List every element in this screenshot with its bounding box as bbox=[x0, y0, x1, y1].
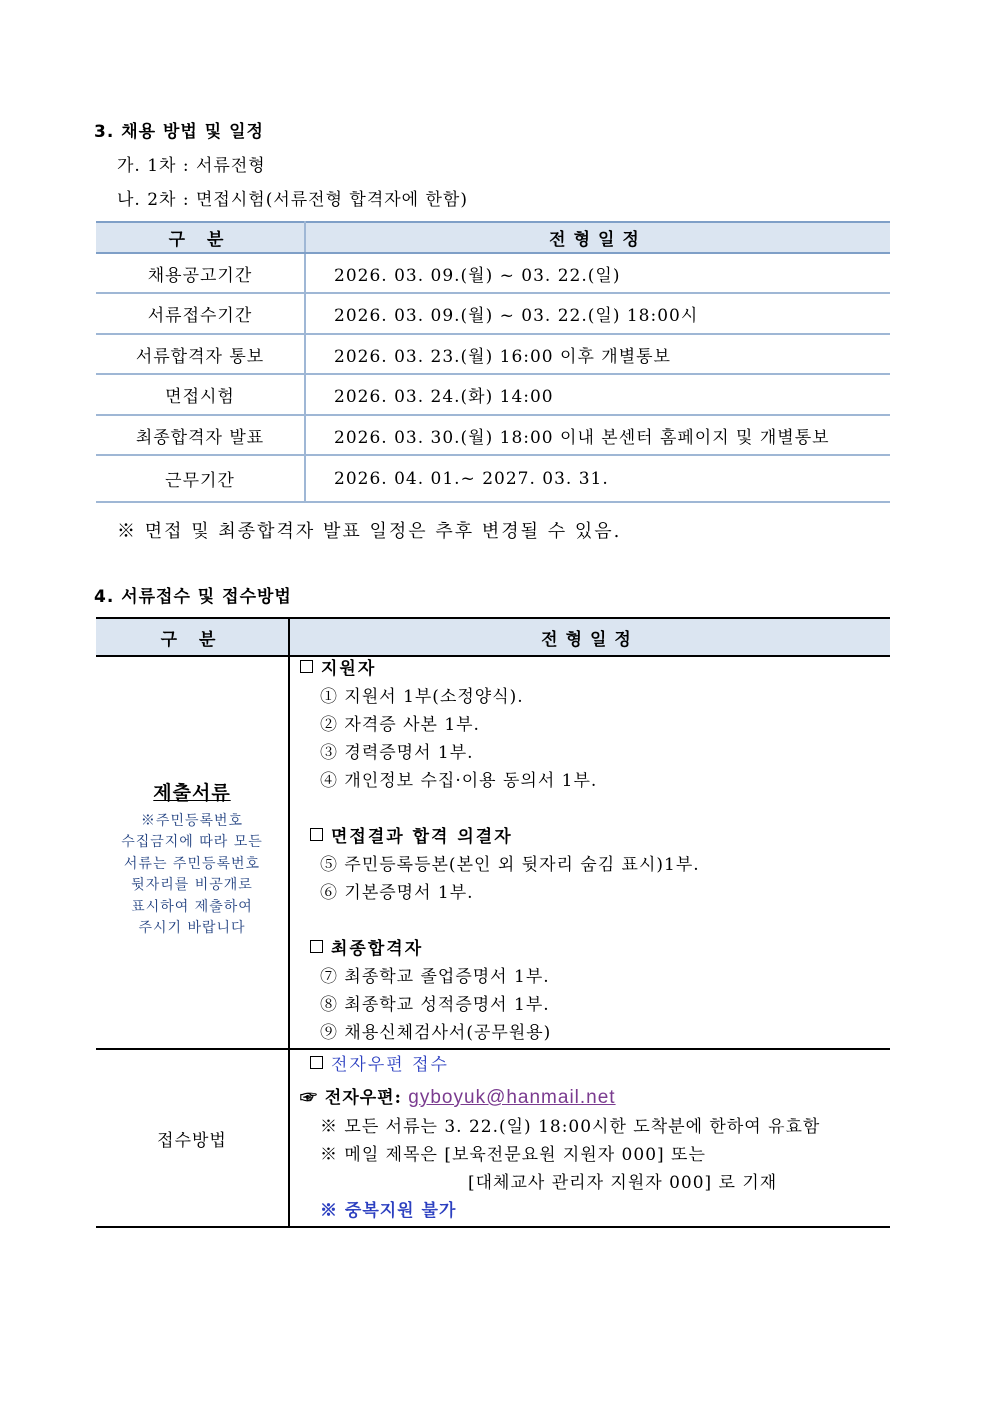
schedule-value: 2026. 04. 01.~ 2027. 03. 31. bbox=[305, 455, 890, 502]
documents-label: 제출서류 bbox=[153, 781, 231, 804]
method-title-text: 전자우편 접수 bbox=[331, 1055, 449, 1075]
schedule-header-category: 구 분 bbox=[96, 222, 305, 253]
rrn-notice-line: 뒷자리를 비공개로 bbox=[131, 877, 253, 893]
group-applicant bbox=[300, 655, 889, 683]
schedule-label: 서류합격자 통보 bbox=[96, 334, 305, 374]
schedule-label: 근무기간 bbox=[96, 455, 305, 502]
list-item: ④ 개인정보 수집·이용 동의서 1부. bbox=[320, 771, 598, 791]
schedule-label: 채용공고기간 bbox=[96, 253, 305, 293]
method-note-deadline: ※ 모든 서류는 3. 22.(일) 18:00시한 도착분에 한하여 유효함 bbox=[320, 1117, 821, 1137]
group-interview-pass bbox=[300, 823, 889, 851]
table-row bbox=[96, 374, 890, 415]
group-title: 면접결과 합격 의결자 bbox=[331, 827, 513, 847]
schedule-header-schedule: 전형일정 bbox=[305, 222, 890, 253]
group-title: 최종합격자 bbox=[331, 939, 424, 959]
documents-table bbox=[96, 617, 890, 1228]
checkbox-square-icon bbox=[310, 1056, 323, 1069]
section4-title: 4. 서류접수 및 접수방법 bbox=[94, 587, 292, 607]
documents-row bbox=[96, 656, 890, 1049]
schedule-label: 면접시험 bbox=[96, 374, 305, 415]
checkbox-square-icon bbox=[310, 828, 323, 841]
list-item: ② 자격증 사본 1부. bbox=[320, 715, 480, 735]
section3-title: 3. 채용 방법 및 일정 bbox=[94, 122, 264, 142]
email-label: ☞ 전자우편: bbox=[300, 1088, 402, 1108]
group-title: 지원자 bbox=[321, 659, 377, 679]
schedule-value: 2026. 03. 09.(월) ~ 03. 22.(일) bbox=[305, 253, 890, 293]
documents-header-category: 구 분 bbox=[96, 618, 289, 656]
list-item: ⑤ 주민등록등본(본인 외 뒷자리 숨김 표시)1부. bbox=[320, 855, 700, 875]
schedule-header-row bbox=[96, 222, 890, 253]
documents-header-schedule: 전형일정 bbox=[289, 618, 890, 656]
schedule-label: 최종합격자 발표 bbox=[96, 415, 305, 455]
list-item: ⑧ 최종학교 성적증명서 1부. bbox=[320, 995, 550, 1015]
checkbox-square-icon bbox=[310, 940, 323, 953]
email-link[interactable]: gyboyuk@hanmail.net bbox=[408, 1087, 616, 1108]
documents-category-cell bbox=[96, 656, 289, 1049]
duplicate-warning: ※ 중복지원 불가 bbox=[320, 1201, 457, 1221]
step-1: 가. 1차 : 서류전형 bbox=[117, 156, 266, 176]
schedule-note: ※ 면접 및 최종합격자 발표 일정은 추후 변경될 수 있음. bbox=[117, 521, 622, 542]
table-row bbox=[96, 455, 890, 502]
list-item: ⑥ 기본증명서 1부. bbox=[320, 883, 474, 903]
schedule-value: 2026. 03. 23.(월) 16:00 이후 개별통보 bbox=[305, 334, 890, 374]
method-note-subject-cont: [대체교사 관리자 지원자 000] 로 기재 bbox=[468, 1173, 778, 1193]
rrn-notice bbox=[97, 811, 287, 940]
table-row bbox=[96, 253, 890, 293]
table-row bbox=[96, 334, 890, 374]
email-line bbox=[300, 1083, 889, 1113]
documents-list-cell bbox=[289, 656, 890, 1049]
table-row bbox=[96, 415, 890, 455]
rrn-notice-line: 표시하여 제출하여 bbox=[131, 898, 253, 915]
method-title bbox=[300, 1051, 889, 1079]
list-item: ⑨ 채용신체검사서(공무원용) bbox=[320, 1023, 552, 1043]
method-row bbox=[96, 1049, 890, 1227]
rrn-notice-line: ※주민등록번호 bbox=[140, 812, 244, 829]
documents-header-row bbox=[96, 618, 890, 656]
group-final-pass bbox=[300, 935, 889, 963]
method-category-cell bbox=[96, 1049, 289, 1227]
method-note-subject: ※ 메일 제목은 [보육전문요원 지원자 000] 또는 bbox=[320, 1145, 706, 1165]
list-item: ⑦ 최종학교 졸업증명서 1부. bbox=[320, 967, 550, 987]
rrn-notice-line: 주시기 바랍니다 bbox=[138, 920, 246, 936]
schedule-value: 2026. 03. 09.(월) ~ 03. 22.(일) 18:00시 bbox=[305, 293, 890, 334]
schedule-value: 2026. 03. 24.(화) 14:00 bbox=[305, 374, 890, 415]
rrn-notice-line: 수집금지에 따라 모든 bbox=[121, 834, 263, 850]
method-detail-cell bbox=[289, 1049, 890, 1227]
schedule-value: 2026. 03. 30.(월) 18:00 이내 본센터 홈페이지 및 개별통보 bbox=[305, 415, 890, 455]
step-2: 나. 2차 : 면접시험(서류전형 합격자에 한함) bbox=[117, 190, 468, 210]
method-label: 접수방법 bbox=[157, 1130, 227, 1151]
list-item: ③ 경력증명서 1부. bbox=[320, 743, 474, 763]
schedule-label: 서류접수기간 bbox=[96, 293, 305, 334]
table-row bbox=[96, 293, 890, 334]
checkbox-square-icon bbox=[300, 660, 313, 673]
rrn-notice-line: 서류는 주민등록번호 bbox=[123, 855, 261, 872]
list-item: ① 지원서 1부(소정양식). bbox=[320, 687, 524, 707]
schedule-table bbox=[96, 221, 890, 503]
